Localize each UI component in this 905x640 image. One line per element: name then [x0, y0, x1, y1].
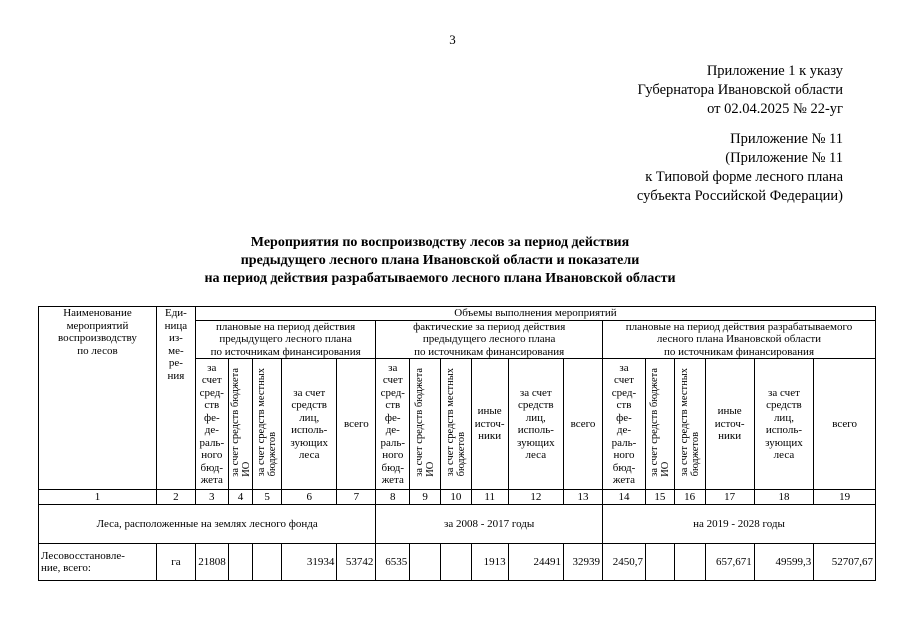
row-value: 32939: [564, 544, 603, 581]
header-src-local: [440, 359, 471, 490]
row-value: [674, 544, 705, 581]
row-value: 657,671: [705, 544, 754, 581]
row-value: [440, 544, 471, 581]
header-group-new-plan: плановые на период действия разрабатываемого лесного плана Ивановской области по источникам финансирования: [602, 320, 875, 359]
column-number: 14: [602, 490, 645, 505]
header-src-federal: за счет сред- ств фе- де- раль- ного бюд- жета: [376, 359, 410, 490]
column-number: 4: [228, 490, 253, 505]
row-value: 24491: [508, 544, 563, 581]
row-value: 53742: [337, 544, 376, 581]
row-value: [228, 544, 253, 581]
column-number: 17: [705, 490, 754, 505]
header-src-total: всего: [564, 359, 603, 490]
title-line: предыдущего лесного плана Ивановской области и показатели: [240, 253, 640, 268]
column-number: 8: [376, 490, 410, 505]
header-src-io-text: за счет средств бюджета ИО: [229, 367, 252, 477]
row-value: 52707,67: [814, 544, 876, 581]
row-name: Лесовосстановле- ние, всего:: [39, 544, 157, 581]
row-value: 2450,7: [602, 544, 645, 581]
row-value: [410, 544, 441, 581]
appendix-decree: [638, 62, 843, 119]
column-number: 1: [39, 490, 157, 505]
header-src-io: [228, 359, 253, 490]
section-row: [39, 505, 876, 544]
row-value: 6535: [376, 544, 410, 581]
row-value: [253, 544, 282, 581]
header-group-prev-plan: плановые на период действия предыдущего лесного плана по источникам финансирования: [195, 320, 375, 359]
reforestation-table: [38, 306, 876, 581]
column-number: 13: [564, 490, 603, 505]
column-number: 7: [337, 490, 376, 505]
header-volumes: Объемы выполнения мероприятий: [195, 307, 875, 321]
section-prev-period: за 2008 - 2017 годы: [376, 505, 603, 544]
header-src-federal: за счет сред- ств фе- де- раль- ного бюд- жета: [602, 359, 645, 490]
column-number: 12: [508, 490, 563, 505]
header-src-total: всего: [337, 359, 376, 490]
section-label: Леса, расположенные на землях лесного фонда: [39, 505, 376, 544]
header-src-federal: за счет сред- ств фе- де- раль- ного бюд- жета: [195, 359, 228, 490]
column-number: 10: [440, 490, 471, 505]
title-line: Мероприятия по воспроизводству лесов за период действия: [250, 235, 630, 250]
column-number: 9: [410, 490, 441, 505]
column-number: 6: [282, 490, 337, 505]
appendix-decree-line: Приложение 1 к указу: [706, 63, 843, 79]
header-src-lessees: за счет средств лиц, исполь- зующих леса: [508, 359, 563, 490]
document-title: [0, 234, 880, 288]
header-group-prev-fact: фактические за период действия предыдущего лесного плана по источникам финансирования: [376, 320, 603, 359]
appendix-form-line: субъекта Российской Федерации): [636, 188, 843, 204]
header-src-local-text: за счет средств местных бюджетов: [256, 368, 279, 477]
header-src-local-text: за счет средств местных бюджетов: [444, 368, 467, 477]
title-line: на период действия разрабатываемого лесного плана Ивановской области: [204, 271, 676, 286]
row-value: 1913: [471, 544, 508, 581]
header-src-local: [674, 359, 705, 490]
column-number: 16: [674, 490, 705, 505]
section-new-period: на 2019 - 2028 годы: [602, 505, 875, 544]
appendix-form: [637, 130, 843, 206]
appendix-form-line: (Приложение № 11: [725, 150, 843, 166]
header-src-total: всего: [814, 359, 876, 490]
appendix-decree-line: Губернатора Ивановской области: [637, 82, 843, 98]
appendix-decree-line: от 02.04.2025 № 22-уг: [707, 101, 843, 117]
column-number: 3: [195, 490, 228, 505]
appendix-form-line: к Типовой форме лесного плана: [645, 169, 843, 185]
column-number: 15: [646, 490, 675, 505]
column-number-row: [39, 490, 876, 505]
header-src-lessees: за счет средств лиц, исполь- зующих леса: [282, 359, 337, 490]
header-src-io-text: за счет средств бюджета ИО: [414, 367, 437, 477]
header-unit: Еди- ница из- ме- ре- ния: [156, 307, 195, 490]
column-number: 11: [471, 490, 508, 505]
header-src-local-text: за счет средств местных бюджетов: [678, 368, 701, 477]
header-src-lessees: за счет средств лиц, исполь- зующих леса: [754, 359, 813, 490]
column-number: 2: [156, 490, 195, 505]
column-number: 5: [253, 490, 282, 505]
row-value: 21808: [195, 544, 228, 581]
column-number: 19: [814, 490, 876, 505]
row-value: [646, 544, 675, 581]
page-number: 3: [449, 32, 456, 47]
header-src-io-text: за счет средств бюджета ИО: [648, 367, 671, 477]
appendix-form-line: Приложение № 11: [730, 131, 843, 147]
header-src-io: [410, 359, 441, 490]
row-value: 31934: [282, 544, 337, 581]
header-src-other: иные источ- ники: [471, 359, 508, 490]
header-src-io: [646, 359, 675, 490]
column-number: 18: [754, 490, 813, 505]
row-value: 49599,3: [754, 544, 813, 581]
row-unit: га: [156, 544, 195, 581]
header-activity-name: Наименование мероприятий воспроизводству по лесов: [39, 307, 157, 490]
header-src-local: [253, 359, 282, 490]
table-row: [39, 544, 876, 581]
header-src-other: иные источ- ники: [705, 359, 754, 490]
